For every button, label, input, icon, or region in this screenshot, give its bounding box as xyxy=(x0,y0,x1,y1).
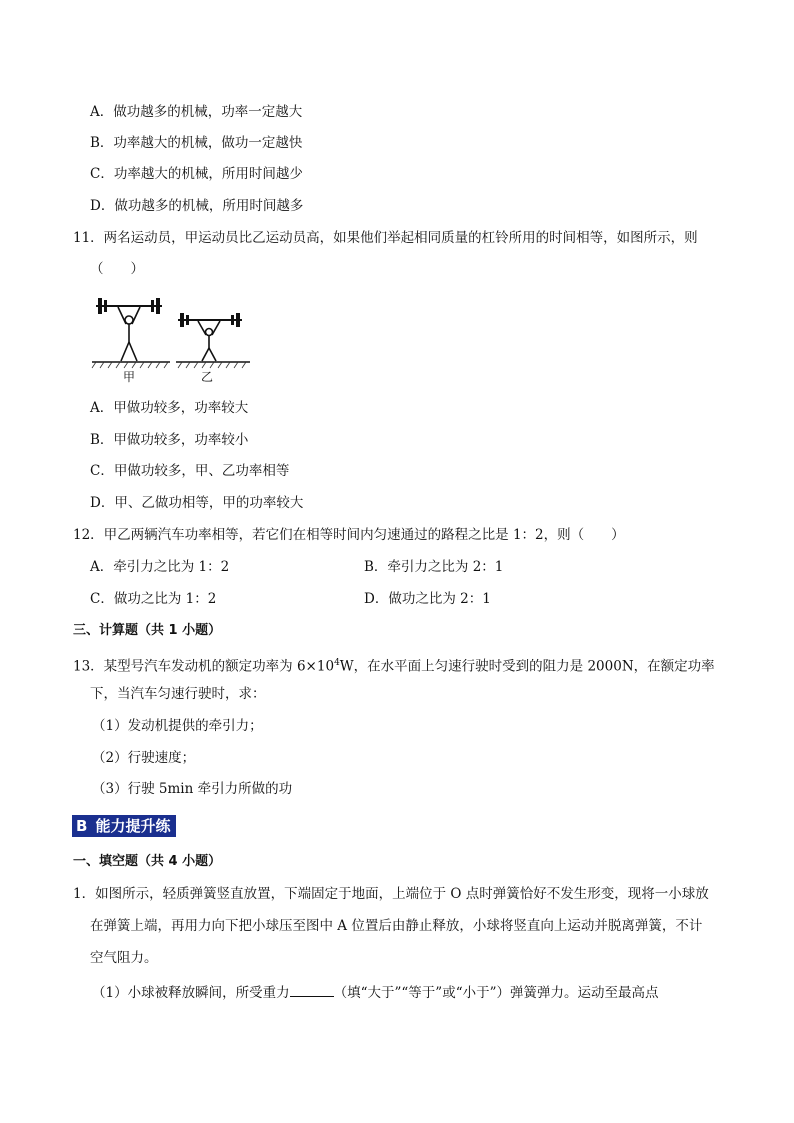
q10-option-c: C．功率越大的机械，所用时间越少 xyxy=(90,166,303,182)
q11-option-c: C．甲做功较多，甲、乙功率相等 xyxy=(90,463,290,479)
q13-stem-part2: W，在水平面上匀速行驶时受到的阻力是 2000N，在额定功率 xyxy=(339,658,715,675)
banner-title: 能力提升练 xyxy=(91,815,176,837)
q13-sub-1: （1）发动机提供的牵引力； xyxy=(92,718,263,734)
q13-stem-part1: 13．某型号汽车发动机的额定功率为 6×10 xyxy=(73,658,335,675)
qb1-sub1-before: （1）小球被释放瞬间，所受重力 xyxy=(92,985,290,1001)
q13-stem xyxy=(73,653,715,677)
weightlifter-figure xyxy=(90,290,260,385)
q12-option-b: B．牵引力之比为 2：1 xyxy=(364,559,504,575)
q12-stem: 12．甲乙两辆汽车功率相等，若它们在相等时间内匀速通过的路程之比是 1：2，则（ ） xyxy=(73,527,625,543)
section-b1-heading: 一、填空题（共 4 小题） xyxy=(73,854,222,869)
q11-option-b: B．甲做功较多，功率较小 xyxy=(90,432,249,448)
banner-tag: B xyxy=(72,815,91,837)
weightlifter-illustration xyxy=(90,290,260,370)
qb1-line-3: 空气阻力。 xyxy=(90,950,158,966)
qb1-line-1: 1．如图所示，轻质弹簧竖直放置，下端固定于地面，上端位于 O 点时弹簧恰好不发生形变，现将一小球放 xyxy=(73,886,709,902)
section-b-banner xyxy=(72,815,176,837)
q11-option-d: D．甲、乙做功相等，甲的功率较大 xyxy=(90,495,304,511)
q11-option-a: A．甲做功较多，功率较大 xyxy=(90,400,249,416)
q11-stem: 11．两名运动员，甲运动员比乙运动员高，如果他们举起相同质量的杠铃所用的时间相等，如图所示，则 xyxy=(73,230,698,246)
q13-sub-2: （2）行驶速度； xyxy=(92,750,196,766)
q10-option-b: B．功率越大的机械，做功一定越快 xyxy=(90,135,303,151)
q13-sub-3: （3）行驶 5min 牵引力所做的功 xyxy=(92,781,293,797)
qb1-sub1-after: （填“大于”“等于”或“小于”）弹簧弹力。运动至最高点 xyxy=(333,985,659,1001)
q10-option-d: D．做功越多的机械，所用时间越多 xyxy=(90,198,304,214)
qb1-sub-1 xyxy=(92,982,659,1003)
q11-bracket: （ ） xyxy=(90,261,144,277)
qb1-line-2: 在弹簧上端，再用力向下把小球压至图中 A 位置后由静止释放，小球将竖直向上运动并脱离弹簧，不计 xyxy=(90,918,703,934)
figure-label-jia: 甲 xyxy=(123,370,136,384)
answer-blank[interactable] xyxy=(290,982,334,997)
q10-option-a: A．做功越多的机械，功率一定越大 xyxy=(90,104,303,120)
figure-label-yi: 乙 xyxy=(201,370,214,384)
q12-option-a: A．牵引力之比为 1：2 xyxy=(90,559,230,575)
q12-option-d: D．做功之比为 2：1 xyxy=(364,591,491,607)
q12-option-c: C．做功之比为 1：2 xyxy=(90,591,217,607)
section-3-heading: 三、计算题（共 1 小题） xyxy=(73,623,222,638)
q13-exponent: 4 xyxy=(334,658,340,668)
q13-stem-line2: 下，当汽车匀速行驶时，求： xyxy=(90,686,266,702)
